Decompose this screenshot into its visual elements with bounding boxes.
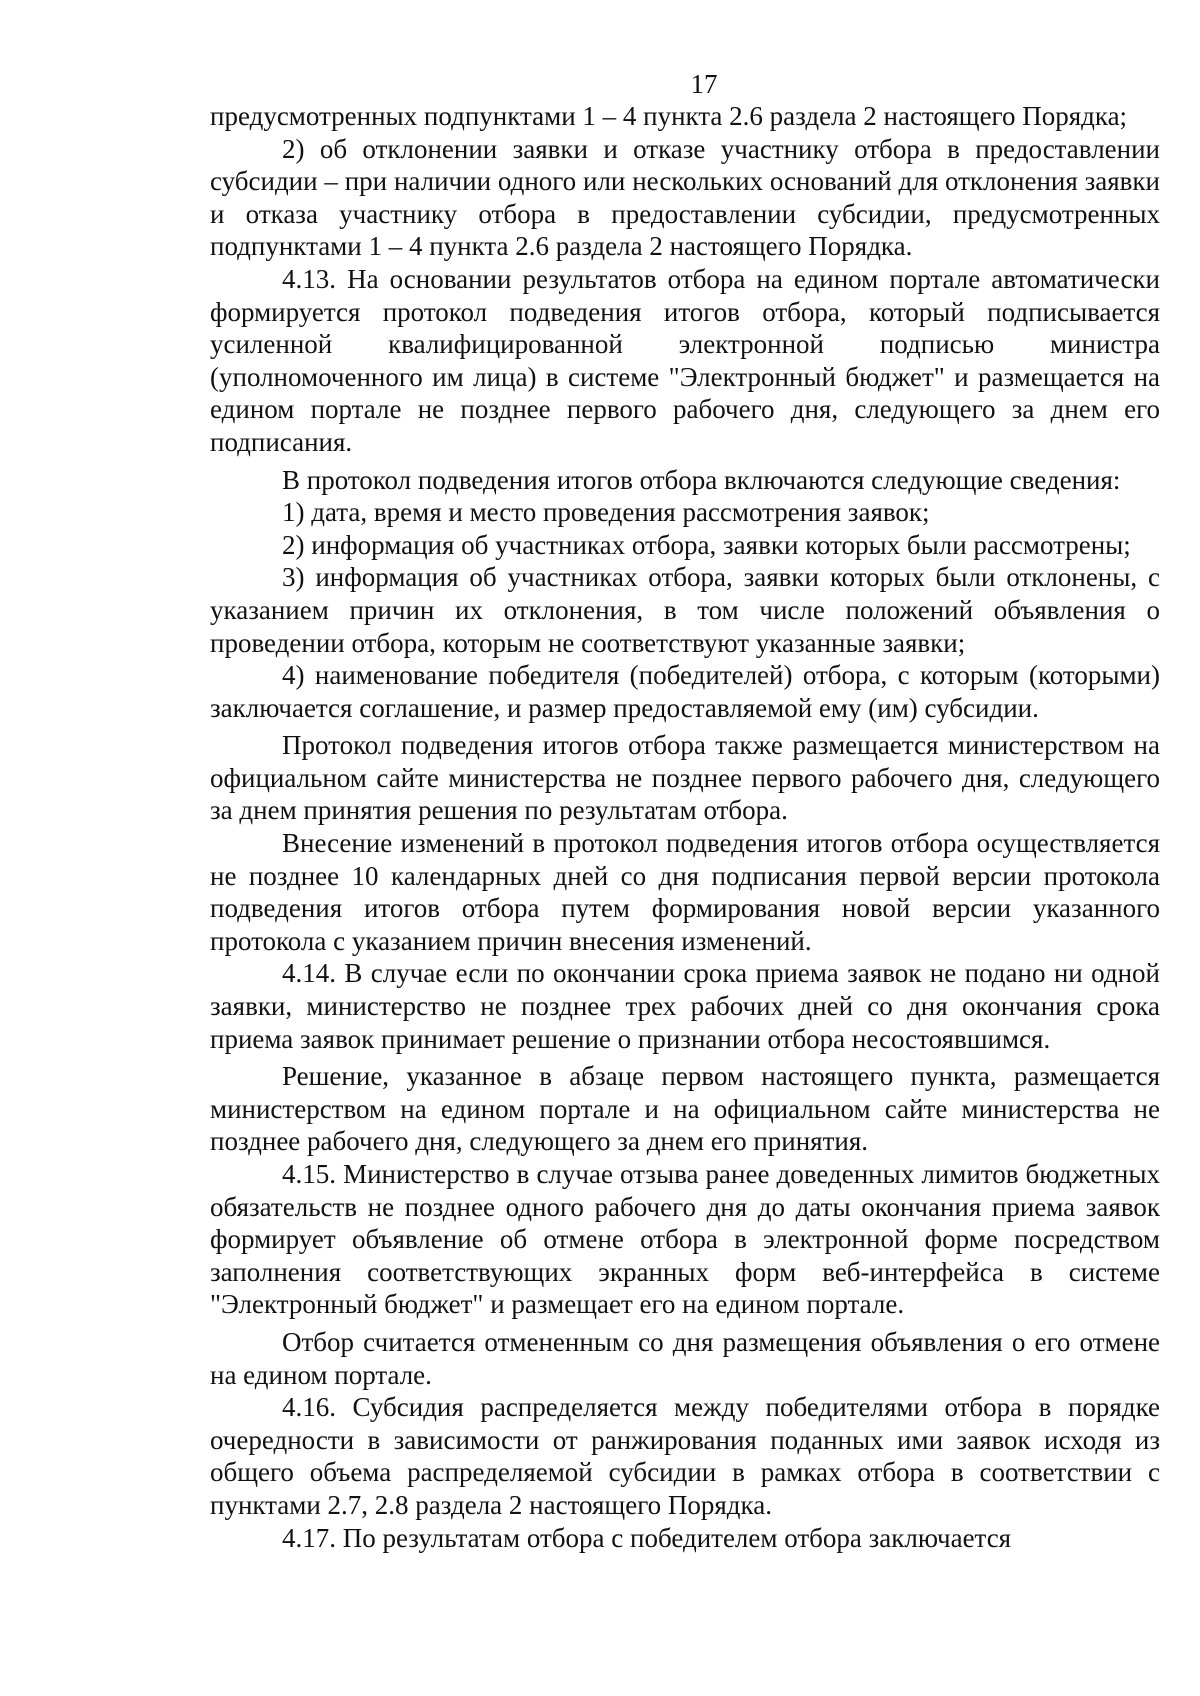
- paragraph: 4.14. В случае если по окончании срока приема заявок не подано ни одной заявки, министерство не позднее трех рабочих дней со дня окончания срока приема заявок принимает решение о признании отбора несостоявшимся.: [210, 958, 1160, 1054]
- paragraph: Отбор считается отмененным со дня размещения объявления о его отмене на едином портале.: [210, 1326, 1160, 1390]
- list-item: 4) наименование победителя (победителей) отбора, с которым (которыми) заключается соглашение, и размер предоставляемой ему (им) субсидии.: [210, 660, 1160, 723]
- paragraph: 4.17. По результатам отбора с победителем отбора заключается: [282, 1522, 1012, 1553]
- paragraph: Решение, указанное в абзаце первом настоящего пункта, размещается министерством на едином портале и на официальном сайте министерства не позднее рабочего дня, следующего за днем его принятия.: [210, 1061, 1160, 1157]
- paragraph: 4.16. Субсидия распределяется между победителями отбора в порядке очередности в зависимости от ранжирования поданных ими заявок исходя из общего объема распределяемой субсидии в рамках отбора в соответствии с пунктами 2.7, 2.8 раздела 2 настоящего Порядка.: [210, 1392, 1160, 1520]
- paragraph: Протокол подведения итогов отбора также размещается министерством на официальном сайте министерства не позднее первого рабочего дня, следующего за днем принятия решения по результатам отбора.: [210, 730, 1160, 826]
- paragraph: 2) об отклонении заявки и отказе участнику отбора в предоставлении субсидии – при наличии одного или нескольких оснований для отклонения заявки и отказа участнику отбора в предоставлении субсидии, предусмотренных подпунктами 1 – 4 пункта 2.6 раздела 2 настоящего Порядка.: [210, 133, 1160, 262]
- page-number: 17: [690, 69, 718, 99]
- list-item: 3) информация об участниках отбора, заявки которых были отклонены, с указанием причин их отклонения, в том числе положений объявления о проведении отбора, которым не соответствуют указанные заявки;: [210, 562, 1160, 658]
- paragraph: предусмотренных подпунктами 1 – 4 пункта 2.6 раздела 2 настоящего Порядка;: [210, 101, 1128, 131]
- document-page: [210, 68, 1160, 1554]
- list-item: 2) информация об участниках отбора, заявки которых были рассмотрены;: [282, 529, 1131, 560]
- paragraph: В протокол подведения итогов отбора включаются следующие сведения:: [282, 464, 1121, 495]
- list-item: 1) дата, время и место проведения рассмотрения заявок;: [282, 497, 930, 528]
- paragraph: Внесение изменений в протокол подведения итогов отбора осуществляется не позднее 10 календарных дней со дня подписания первой версии протокола подведения итогов отбора путем формирования новой версии указанного протокола с указанием причин внесения изменений.: [210, 828, 1160, 956]
- paragraph: 4.13. На основании результатов отбора на едином портале автоматически формируется протокол подведения итогов отбора, который подписывается усиленной квалифицированной электронной подписью министра (уполномоченного им лица) в системе "Электронный бюджет" и размещается на едином портале не позднее первого рабочего дня, следующего за днем его подписания.: [210, 263, 1160, 457]
- paragraph: 4.15. Министерство в случае отзыва ранее доведенных лимитов бюджетных обязательств не позднее одного рабочего дня до даты окончания приема заявок формирует объявление об отмене отбора в электронной форме посредством заполнения соответствующих экранных форм веб-интерфейса в системе "Электронный бюджет" и размещает его на едином портале.: [210, 1159, 1160, 1320]
